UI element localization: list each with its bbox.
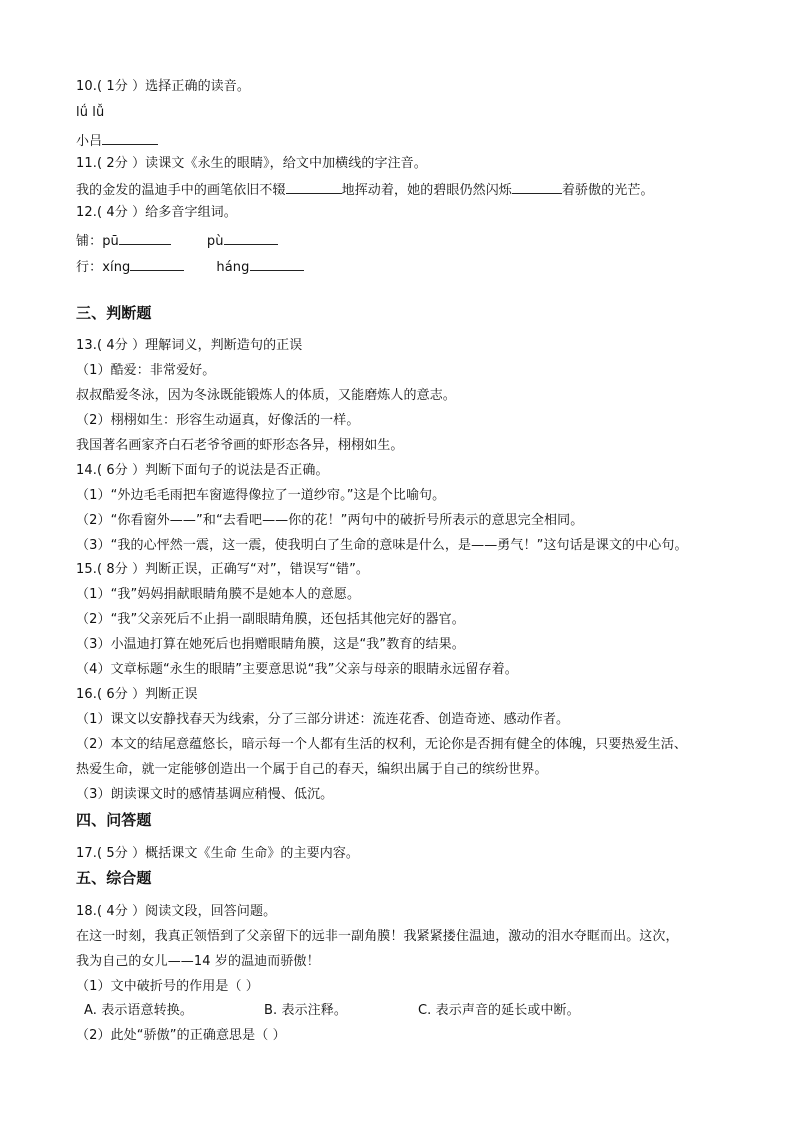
q13-line-3: （2）栩栩如生：形容生动逼真，好像活的一样。 [76,413,360,428]
option-c[interactable]: C. 表示声音的延长或中断。 [418,1003,580,1018]
q13-stem: 13.( 4分 ）理解词义，判断造句的正误 [76,338,303,353]
q16-line-1: （1）课文以安静找春天为线索，分了三部分讲述：流连花香、创造奇迹、感动作者。 [76,712,570,727]
answer-blank[interactable] [512,179,562,194]
q10-prompt-line [76,130,158,151]
q11-text-a: 我的金发的温迪手中的画笔依旧不辍 [76,183,286,198]
q14-line-1: （1）“外边毛毛雨把车窗遮得像拉了一道纱帘。”这是个比喻句。 [76,488,446,503]
q16-stem: 16.( 6分 ）判断正误 [76,687,198,702]
q13-line-1: （1）酷爱：非常爱好。 [76,363,216,378]
q18-stem: 18.( 4分 ）阅读文段，回答问题。 [76,904,277,919]
q18-sub-2: （2）此处“骄傲”的正确意思是（ ） [76,1028,286,1043]
answer-blank[interactable] [250,256,304,271]
answer-blank[interactable] [119,230,171,245]
q12-pinyin: háng [216,260,250,275]
q12-pinyin: pù [206,234,224,249]
q13-line-2: 叔叔酷爱冬泳，因为冬泳既能锻炼人的体质，又能磨炼人的意志。 [76,388,456,403]
q14-stem: 14.( 6分 ）判断下面句子的说法是否正确。 [76,463,329,478]
q12-char-2: 行： [76,260,103,275]
q10-pinyin-options: lǘ lǚ [76,105,105,120]
q11-stem: 11.( 2分 ）读课文《永生的眼睛》，给文中加横线的字注音。 [76,156,427,171]
answer-blank[interactable] [224,230,278,245]
q10-prompt: 小吕 [76,134,103,149]
q17-stem: 17.( 5分 ）概括课文《生命 生命》的主要内容。 [76,846,360,861]
q16-line-3: 热爱生命，就一定能够创造出一个属于自己的春天，编织出属于自己的缤纷世界。 [76,762,548,777]
section-heading-judgment: 三、判断题 [76,304,152,322]
answer-blank[interactable] [102,130,158,145]
q15-line-2: （2）“我”父亲死后不止捐一副眼睛角膜，还包括其他完好的器官。 [76,612,465,627]
q15-line-4: （4）文章标题“永生的眼睛”主要意思说“我”父亲与母亲的眼睛永远留存着。 [76,662,518,677]
option-b[interactable]: B. 表示注释。 [264,1003,347,1018]
q18-passage-line-2: 我为自己的女儿——14 岁的温迪而骄傲！ [76,954,320,969]
q15-line-1: （1）“我”妈妈捐献眼睛角膜不是她本人的意愿。 [76,587,361,602]
q16-line-4: （3）朗读课文时的感情基调应稍慢、低沉。 [76,787,334,802]
q11-text-b: 地挥动着，她的碧眼仍然闪烁 [341,183,512,198]
section-heading-comprehensive: 五、综合题 [76,869,152,887]
q12-pinyin: pū [102,234,119,249]
q12-row-2 [76,256,304,277]
q14-line-3: （3）“我的心怦然一震，这一震，使我明白了生命的意味是什么，是——勇气！”这句话是课文的中心句。 [76,538,688,553]
q10-stem: 10.( 1分 ）选择正确的读音。 [76,79,250,94]
q18-passage-line-1: 在这一时刻，我真正领悟到了父亲留下的远非一副角膜！我紧紧搂住温迪，激动的泪水夺眶而出。这次， [76,929,679,944]
option-a[interactable]: A. 表示语意转换。 [84,1003,193,1018]
q15-stem: 15.( 8分 ）判断正误，正确写“对”，错误写“错”。 [76,562,370,577]
q18-sub-1: （1）文中破折号的作用是（ ） [76,979,259,994]
answer-blank[interactable] [130,256,184,271]
q11-sentence [76,179,654,200]
q12-stem: 12.( 4分 ）给多音字组词。 [76,205,237,220]
q18-options [76,1002,580,1020]
q12-row-1 [76,230,278,251]
q11-text-c: 着骄傲的光芒。 [561,183,654,198]
q14-line-2: （2）“你看窗外——”和“去看吧——你的花！”两句中的破折号所表示的意思完全相同。 [76,513,584,528]
q12-char-1: 铺： [76,234,103,249]
q15-line-3: （3）小温迪打算在她死后也捐赠眼睛角膜，这是“我”教育的结果。 [76,637,465,652]
q13-line-4: 我国著名画家齐白石老爷爷画的虾形态各异，栩栩如生。 [76,438,404,453]
q16-line-2: （2）本文的结尾意蕴悠长，暗示每一个人都有生活的权利，无论你是否拥有健全的体魄，只要热爱生活、 [76,737,687,752]
answer-blank[interactable] [286,179,342,194]
section-heading-qa: 四、问答题 [76,811,152,829]
q12-pinyin: xíng [102,260,131,275]
